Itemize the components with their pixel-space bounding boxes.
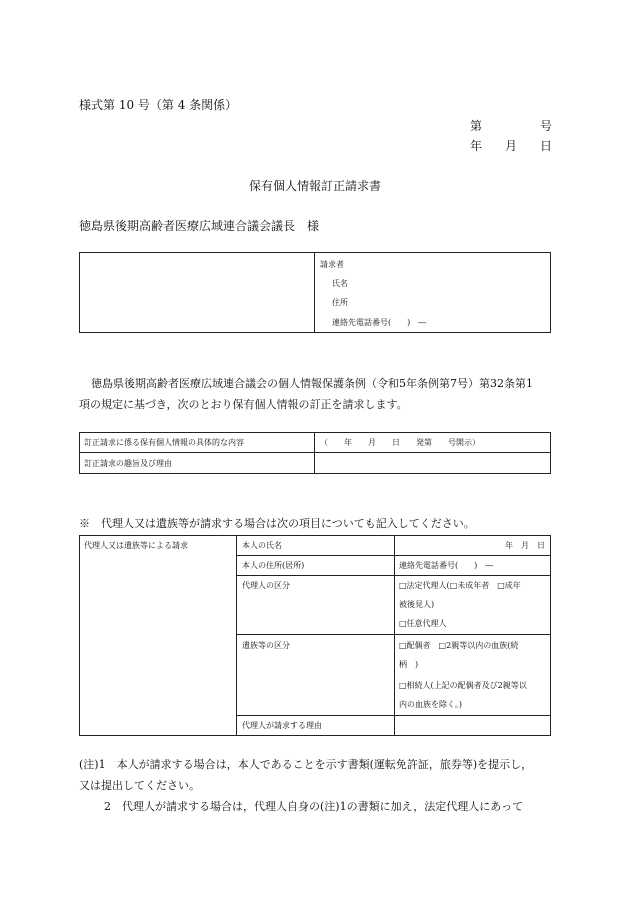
correction-reason-field[interactable] bbox=[320, 458, 545, 470]
request-table-col-divider bbox=[314, 432, 315, 474]
agent-reason-label: 代理人が請求する理由 bbox=[242, 721, 322, 730]
principal-birthdate-field[interactable]: 年 月 日 bbox=[505, 541, 545, 550]
spouse-relative-option[interactable]: □配偶者 □2親等以内の血族(続 bbox=[399, 641, 519, 650]
addressee: 徳島県後期高齢者医療広域連合議会議長 様 bbox=[79, 219, 320, 233]
agent-table-col1-divider bbox=[236, 535, 237, 736]
requester-divider bbox=[314, 252, 315, 333]
relationship-field[interactable]: 柄 ) bbox=[399, 660, 419, 669]
agent-table-hline-3 bbox=[236, 634, 551, 635]
number-dai-label: 第 bbox=[470, 119, 483, 133]
agent-table-hline-1 bbox=[236, 555, 551, 556]
agent-table-col2-divider bbox=[394, 535, 395, 736]
agent-table-hline-4 bbox=[236, 715, 551, 716]
requester-box bbox=[79, 252, 551, 333]
date-day-label: 日 bbox=[540, 139, 553, 153]
correction-reason-label: 訂正請求の趣旨及び理由 bbox=[84, 459, 172, 468]
disclosure-reference-field[interactable]: （ 年 月 日 発第 号開示） bbox=[320, 438, 480, 447]
legal-agent-option[interactable]: □法定代理人(□未成年者 □成年 bbox=[399, 581, 521, 590]
principal-phone-field[interactable]: 連絡先電話番号( ) ― bbox=[399, 561, 494, 570]
number-go-label: 号 bbox=[540, 119, 553, 133]
body-paragraph-line1: 徳島県後期高齢者医療広域連合議会の個人情報保護条例（令和5年条例第7号）第32条第1 bbox=[91, 377, 533, 390]
form-number: 様式第 10 号（第 4 条関係） bbox=[79, 98, 238, 112]
requester-phone-label[interactable]: 連絡先電話番号( ) ― bbox=[332, 318, 427, 327]
agent-table-hline-2 bbox=[236, 575, 551, 576]
bereaved-category-label: 遺族等の区分 bbox=[242, 641, 290, 650]
principal-address-label: 本人の住所(居所) bbox=[242, 561, 305, 570]
note-2-line1: 2 代理人が請求する場合は，代理人自身の(注)1の書類に加え，法定代理人にあって bbox=[104, 800, 524, 813]
legal-agent-option-cont: 被後見人) bbox=[399, 600, 435, 609]
agent-category-label: 代理人の区分 bbox=[242, 581, 290, 590]
request-table-row-divider bbox=[79, 452, 551, 453]
date-month-label: 月 bbox=[505, 139, 518, 153]
requester-name-label[interactable]: 氏名 bbox=[332, 279, 348, 288]
note-1-line2: 又は提出してください。 bbox=[79, 779, 200, 792]
note-1-line1: (注)1 本人が請求する場合は，本人であることを示す書類(運転免許証，旅券等)を提示し， bbox=[79, 758, 533, 771]
document-title: 保有個人情報訂正請求書 bbox=[248, 179, 381, 193]
correction-content-label: 訂正請求に係る保有個人情報の具体的な内容 bbox=[84, 438, 244, 447]
agent-reason-field[interactable] bbox=[399, 720, 544, 732]
body-paragraph-line2: 項の規定に基づき，次のとおり保有個人情報の訂正を請求します。 bbox=[79, 398, 408, 411]
heir-option-cont: 内の血族を除く。) bbox=[399, 700, 462, 709]
principal-name-label: 本人の氏名 bbox=[242, 541, 282, 550]
heir-option[interactable]: □相続人(上記の配偶者及び2親等以 bbox=[399, 681, 527, 690]
voluntary-agent-option[interactable]: □任意代理人 bbox=[399, 619, 447, 628]
date-year-label: 年 bbox=[470, 139, 483, 153]
requester-address-label[interactable]: 住所 bbox=[332, 298, 348, 307]
requester-heading: 請求者 bbox=[320, 260, 344, 269]
agent-note-heading: ※ 代理人又は遺族等が請求する場合は次の項目についても記入してください。 bbox=[79, 517, 475, 530]
agent-request-label: 代理人又は遺族等による請求 bbox=[84, 541, 188, 550]
